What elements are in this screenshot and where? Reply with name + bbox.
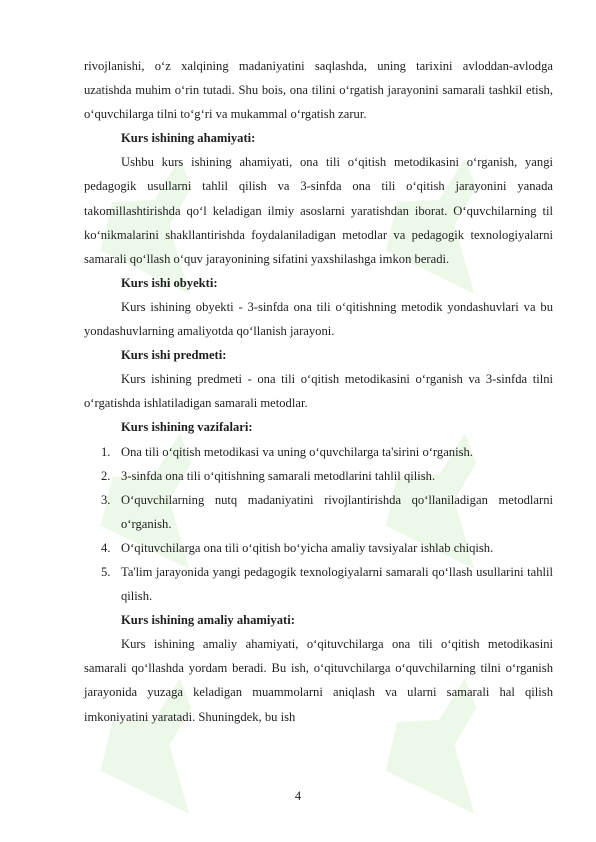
- list-item-number: 4.: [101, 540, 111, 555]
- intro-paragraph: rivojlanishi, o‘z xalqining madaniyatini saqlashda, uning tarixini avloddan-avlodga uzatishda muhim o‘rin tutadi. Shu bois, ona tilini o‘rgatish jarayonini samarali tashkil etish, o‘quvchilarga tilni to‘g‘ri va mukammal o‘rgatish zarur.: [84, 59, 553, 122]
- list-item-number: 1.: [101, 444, 111, 459]
- list-item-number: 5.: [101, 564, 111, 579]
- list-item: [84, 560, 553, 608]
- list-item-text: Ta'lim jarayonida yangi pedagogik texnologiyalarni samarali qo‘llash usullarini tahlil qilish.: [121, 564, 553, 604]
- list-item-text: Ona tili o‘qitish metodikasi va uning o‘quvchilarga ta'sirini o‘rganish.: [121, 444, 473, 459]
- heading-subject: Kurs ishi predmeti:: [121, 348, 227, 363]
- list-item: [84, 464, 553, 488]
- heading-importance: Kurs ishining ahamiyati:: [121, 131, 256, 146]
- list-item-number: 3.: [101, 492, 111, 507]
- object-paragraph: Kurs ishining obyekti - 3-sinfda ona tili o‘qitishning metodik yondashuvlari va bu yondashuvlarning amaliyotda qo‘llanish jarayoni.: [84, 299, 553, 339]
- page-body: [84, 54, 553, 729]
- list-item: [84, 536, 553, 560]
- list-item-text: 3-sinfda ona tili o‘qitishning samarali metodlarini tahlil qilish.: [121, 468, 436, 483]
- heading-practical: Kurs ishining amaliy ahamiyati:: [121, 613, 295, 628]
- list-item-number: 2.: [101, 468, 111, 483]
- page-number: 4: [294, 789, 302, 803]
- heading-object: Kurs ishi obyekti:: [121, 275, 218, 290]
- list-item: [84, 488, 553, 536]
- importance-paragraph: Ushbu kurs ishining ahamiyati, ona tili o‘qitish metodikasini o‘rganish, yangi pedagogik usullarni tahlil qilish va 3-sinfda ona tili o‘qitish jarayonini yanada takomillashtirishda qo‘l keladigan ilmiy asoslarni yaratishdan iborat. O‘quvchilarning til ko‘nikmalarini shakllantirishda foydalaniladigan metodlar va pedagogik texnologiyalarni samarali qo‘llash o‘quv jarayonining sifatini yaxshilashga imkon beradi.: [84, 155, 553, 266]
- heading-tasks: Kurs ishining vazifalari:: [121, 420, 253, 435]
- tasks-list: [84, 440, 553, 609]
- practical-paragraph: Kurs ishining amaliy ahamiyati, o‘qituvchilarga ona tili o‘qitish metodikasini samarali qo‘llashda yordam beradi. Bu ish, o‘qituvchilarga o‘quvchilarning tilni o‘rganish jarayonida yuzaga keladigan muammolarni aniqlash va ularni samarali hal qilish imkoniyatini yaratadi. Shuningdek, bu ish: [84, 637, 553, 724]
- list-item: [84, 440, 553, 464]
- list-item-text: O‘qituvchilarga ona tili o‘qitish bo‘yicha amaliy tavsiyalar ishlab chiqish.: [121, 540, 494, 555]
- subject-paragraph: Kurs ishining predmeti - ona tili o‘qitish metodikasini o‘rganish va 3-sinfda tilni o‘rgatishda ishlatiladigan samarali metodlar.: [84, 372, 553, 411]
- list-item-text: O‘quvchilarning nutq madaniyatini rivojlantirishda qo‘llaniladigan metodlarni o‘rganish.: [121, 492, 553, 531]
